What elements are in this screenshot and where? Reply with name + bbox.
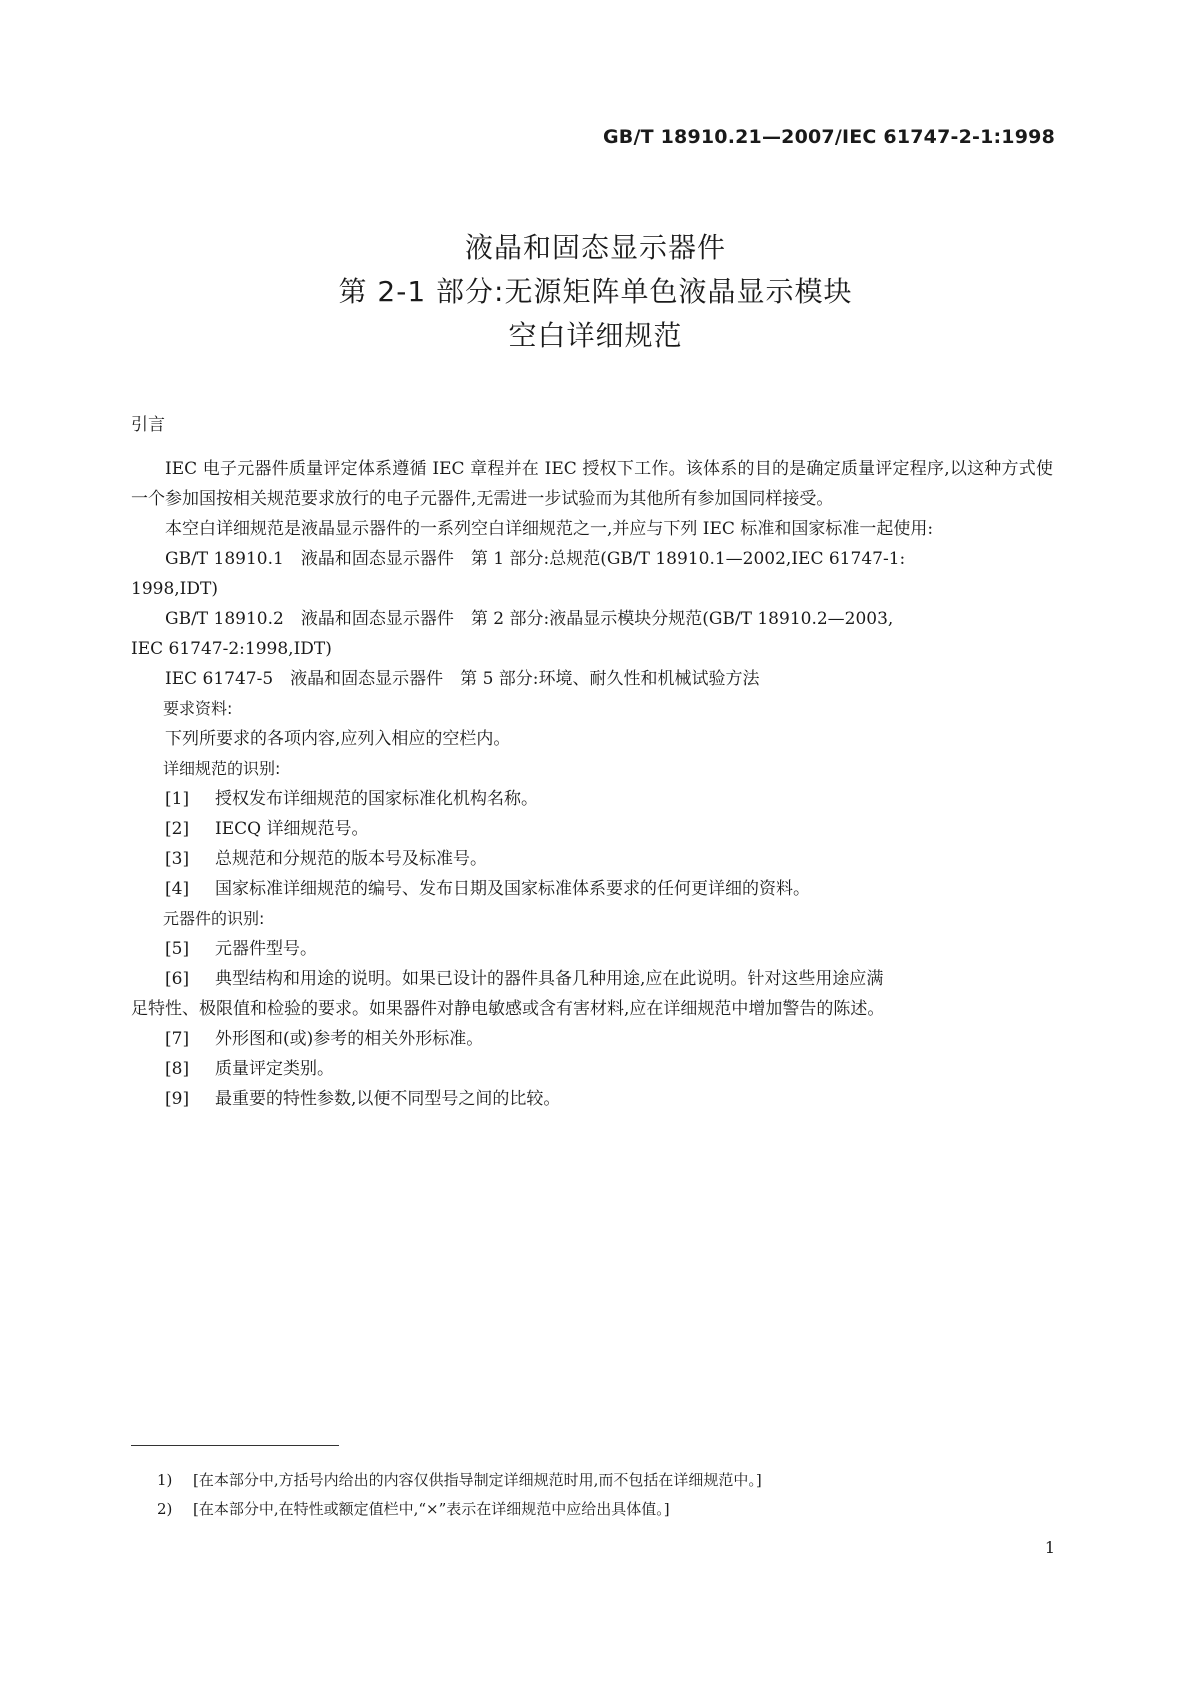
list-item [131, 1024, 1053, 1054]
reference-2 [131, 604, 1053, 664]
list-item-number: [9] [165, 1089, 190, 1109]
list-item-number: [5] [165, 939, 190, 959]
paragraph-2: 本空白详细规范是液晶显示器件的一系列空白详细规范之一,并应与下列 IEC 标准和国家标准一起使用: [165, 519, 934, 539]
list-item-continuation: 足特性、极限值和检验的要求。如果器件对静电敏感或含有害材料,应在详细规范中增加警告的陈述。 [131, 999, 885, 1019]
footnote-text: [在本部分中,在特性或额定值栏中,“×”表示在详细规范中应给出具体值。] [193, 1500, 670, 1518]
list-item-text: 总规范和分规范的版本号及标准号。 [215, 849, 487, 869]
list-item-text: 国家标准详细规范的编号、发布日期及国家标准体系要求的任何更详细的资料。 [215, 879, 810, 899]
footnote-divider [131, 1445, 339, 1446]
footnote-1 [131, 1466, 1053, 1495]
list-item-text: 典型结构和用途的说明。如果已设计的器件具备几种用途,应在此说明。针对这些用途应满 [215, 969, 884, 989]
requirements-text: 下列所要求的各项内容,应列入相应的空栏内。 [165, 729, 511, 749]
list-item-text: 元器件型号。 [215, 939, 317, 959]
reference-1-line-1: GB/T 18910.1 液晶和固态显示器件 第 1 部分:总规范(GB/T 18910.1—2002,IEC 61747-1: [165, 549, 906, 569]
list-item-number: [7] [165, 1029, 190, 1049]
reference-2-line-1: GB/T 18910.2 液晶和固态显示器件 第 2 部分:液晶显示模块分规范(GB/T 18910.2—2003, [165, 609, 894, 629]
list-item-text: 质量评定类别。 [215, 1059, 334, 1079]
footnote-number: 2) [157, 1500, 173, 1518]
list-item [131, 784, 1053, 814]
footnote-2 [131, 1495, 1053, 1524]
reference-1-line-2: 1998,IDT) [131, 579, 218, 599]
list-item-text: IECQ 详细规范号。 [215, 819, 369, 839]
list-item-number: [4] [165, 879, 190, 899]
paragraph-1: IEC 电子元器件质量评定体系遵循 IEC 章程并在 IEC 授权下工作。该体系的目的是确定质量评定程序,以这种方式使一个参加国按相关规范要求放行的电子元器件,无需进一步试验而为其他所有参加国同样接受。 [131, 459, 1053, 509]
section-heading: 引言 [131, 415, 165, 435]
list-item-text: 最重要的特性参数,以便不同型号之间的比较。 [215, 1089, 561, 1109]
reference-3: IEC 61747-5 液晶和固态显示器件 第 5 部分:环境、耐久性和机械试验方法 [165, 669, 760, 689]
body-text [131, 454, 1053, 1114]
list-item [131, 1054, 1053, 1084]
document-title [0, 226, 1191, 358]
list-item [131, 814, 1053, 844]
detail-spec-heading: 详细规范的识别: [163, 759, 281, 778]
list-item-text: 外形图和(或)参考的相关外形标准。 [215, 1029, 484, 1049]
footnote-text: [在本部分中,方括号内给出的内容仅供指导制定详细规范时用,而不包括在详细规范中。] [193, 1471, 762, 1489]
list-item [131, 874, 1053, 904]
list-item-number: [8] [165, 1059, 190, 1079]
title-line-2: 第 2-1 部分:无源矩阵单色液晶显示模块 [338, 275, 853, 308]
list-item-number: [3] [165, 849, 190, 869]
title-line-1: 液晶和固态显示器件 [464, 231, 726, 264]
list-item [131, 964, 1053, 1024]
reference-1 [131, 544, 1053, 604]
list-item-number: [1] [165, 789, 190, 809]
list-item-text: 授权发布详细规范的国家标准化机构名称。 [215, 789, 538, 809]
requirements-heading: 要求资料: [163, 699, 233, 718]
list-item-number: [2] [165, 819, 190, 839]
standard-code: GB/T 18910.21—2007/IEC 61747-2-1:1998 [603, 126, 1055, 148]
reference-2-line-2: IEC 61747-2:1998,IDT) [131, 639, 332, 659]
footnotes [131, 1466, 1053, 1524]
list-item [131, 1084, 1053, 1114]
page-number: 1 [1044, 1538, 1055, 1557]
list-item-number: [6] [165, 969, 190, 989]
title-line-3: 空白详细规范 [508, 319, 683, 352]
component-heading: 元器件的识别: [163, 909, 265, 928]
list-item [131, 934, 1053, 964]
list-item [131, 844, 1053, 874]
footnote-number: 1) [157, 1471, 173, 1489]
